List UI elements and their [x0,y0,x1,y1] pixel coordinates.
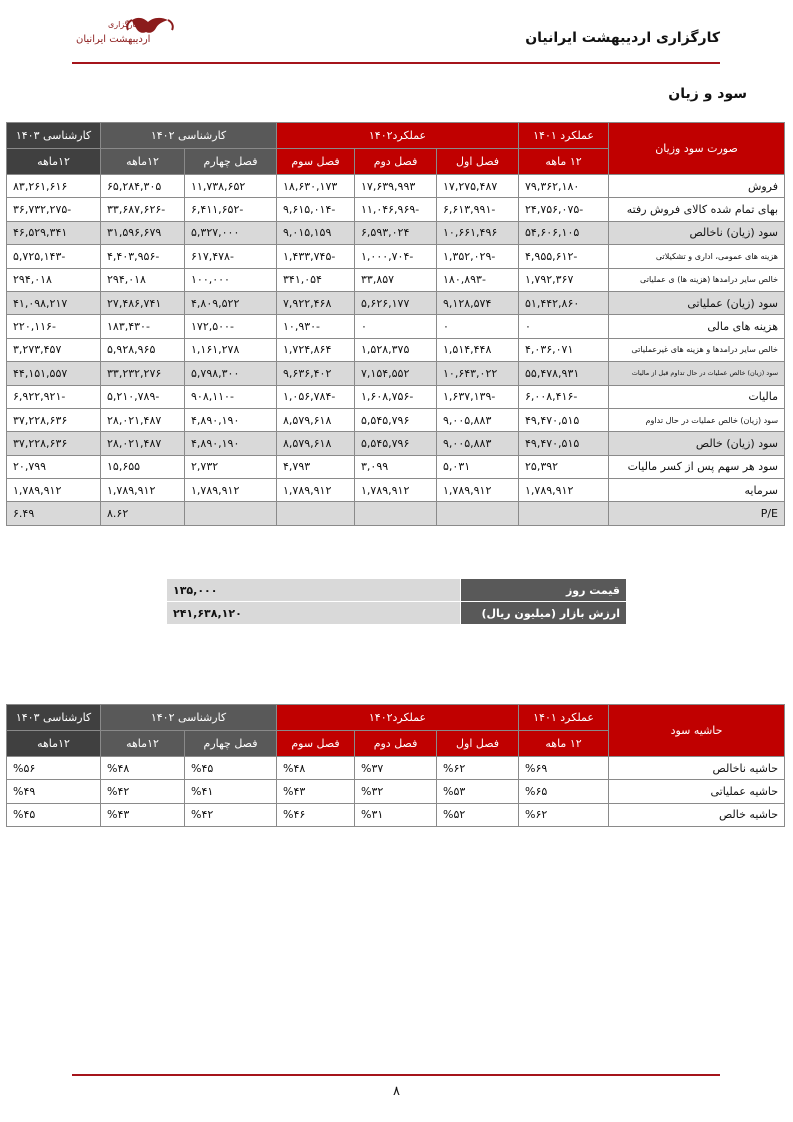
cell-value: ۳۴۱,۰۵۴ [277,268,355,291]
cell-value: ۱,۵۲۸,۳۷۵ [355,338,437,361]
logo-text: اردیبهشت ایرانیان [76,34,151,45]
table-row [7,408,785,431]
table-row [7,780,785,803]
table-row [7,245,785,268]
cell-value: ۱۱,۷۳۸,۶۵۲ [185,175,277,198]
cell-value: ۱۰,۶۶۱,۴۹۶ [437,221,519,244]
page-header [72,14,720,62]
cell-value: ۹,۱۲۸,۵۷۴ [437,291,519,314]
cell-value: ۷,۹۲۲,۴۶۸ [277,291,355,314]
market-cap-value: ۲۴۱,۶۳۸,۱۲۰ [167,602,461,625]
period-header: ۱۲ماهه [101,731,185,757]
group-header: کارشناسی ۱۴۰۳ [7,705,101,731]
cell-value: %۳۷ [355,757,437,780]
row-label: سود (زیان) عملیاتی [609,291,785,314]
income-statement-table [6,122,785,526]
cell-value: %۴۳ [101,803,185,826]
cell-value: ۰ [437,315,519,338]
cell-value: -۶,۹۲۲,۹۲۱ [7,385,101,408]
cell-value: ۶.۴۹ [7,502,101,525]
cell-value: ۴,۸۹۰,۱۹۰ [185,408,277,431]
table-row [7,198,785,221]
cell-value: ۸,۵۷۹,۶۱۸ [277,432,355,455]
cell-value: ۷,۱۵۴,۵۵۲ [355,362,437,385]
row-label: هزینه های عمومی، اداری و تشکیلاتی [609,245,785,268]
cell-value: %۵۶ [7,757,101,780]
row-label: حاشیه خالص [609,803,785,826]
cell-value: ۱,۷۸۹,۹۱۲ [519,479,609,502]
period-header: فصل سوم [277,731,355,757]
cell-value [355,502,437,525]
income-corner-header: صورت سود وزیان [609,123,785,175]
table-row [7,479,785,502]
row-label: بهای تمام شده کالای فروش رفته [609,198,785,221]
cell-value: -۳۶,۷۳۲,۲۷۵ [7,198,101,221]
cell-value: ۳,۲۷۳,۴۵۷ [7,338,101,361]
row-label: حاشیه ناخالص [609,757,785,780]
section-title: سود و زیان [668,86,747,102]
table-row [7,175,785,198]
period-header: ۱۲ماهه [7,731,101,757]
cell-value: -۹,۶۱۵,۰۱۴ [277,198,355,221]
cell-value: ۲۸,۰۲۱,۴۸۷ [101,432,185,455]
cell-value: ۱,۱۶۱,۲۷۸ [185,338,277,361]
cell-value: ۹,۶۳۶,۴۰۲ [277,362,355,385]
cell-value: ۶,۵۹۳,۰۲۴ [355,221,437,244]
cell-value: %۴۸ [101,757,185,780]
cell-value: %۴۸ [277,757,355,780]
cell-value: %۶۵ [519,780,609,803]
cell-value: %۶۹ [519,757,609,780]
period-header: فصل چهارم [185,731,277,757]
period-header: فصل دوم [355,731,437,757]
cell-value: ۵,۵۴۵,۷۹۶ [355,408,437,431]
cell-value: %۴۹ [7,780,101,803]
cell-value: ۹,۰۰۵,۸۸۳ [437,432,519,455]
cell-value: %۴۳ [277,780,355,803]
cell-value: ۲۰,۷۹۹ [7,455,101,478]
cell-value: %۳۱ [355,803,437,826]
cell-value: ۱۷,۲۷۵,۴۸۷ [437,175,519,198]
cell-value: ۲۸,۰۲۱,۴۸۷ [101,408,185,431]
row-label: سرمایه [609,479,785,502]
row-label: حاشیه عملیاتی [609,780,785,803]
cell-value: ۳۳,۲۳۲,۲۷۶ [101,362,185,385]
cell-value: ۲۹۴,۰۱۸ [7,268,101,291]
cell-value: ۱,۷۸۹,۹۱۲ [355,479,437,502]
cell-value: ۴۹,۴۷۰,۵۱۵ [519,432,609,455]
cell-value: -۱۸۳,۴۳۰ [101,315,185,338]
row-label: سود (زیان) خالص [609,432,785,455]
row-label: فروش [609,175,785,198]
cell-value: ۲,۷۳۲ [185,455,277,478]
price-box [166,578,627,625]
cell-value: ۴,۸۹۰,۱۹۰ [185,432,277,455]
cell-value: ۵۵,۴۷۸,۹۳۱ [519,362,609,385]
group-header: کارشناسی ۱۴۰۲ [101,123,277,149]
cell-value: ۱,۷۸۹,۹۱۲ [437,479,519,502]
group-header: عملکرد۱۴۰۲ [277,705,519,731]
profit-margin-table [6,704,785,827]
table-row [7,803,785,826]
cell-value: -۱,۴۳۳,۷۴۵ [277,245,355,268]
row-label: سود (زیان) ناخالص [609,221,785,244]
table-row [7,502,785,525]
cell-value: ۶۵,۲۸۴,۳۰۵ [101,175,185,198]
cell-value: ۳۷,۲۲۸,۶۳۶ [7,432,101,455]
cell-value: %۳۲ [355,780,437,803]
cell-value: -۹۰۸,۱۱۰ [185,385,277,408]
period-header: ۱۲ماهه [7,149,101,175]
row-label: خالص سایر درامدها و هزینه های غیرعملیاتی [609,338,785,361]
table-row [7,455,785,478]
cell-value: ۴,۸۰۹,۵۲۲ [185,291,277,314]
brand-title: کارگزاری اردیبهشت ایرانیان [525,30,720,46]
cell-value: ۴۶,۵۲۹,۳۴۱ [7,221,101,244]
cell-value [277,502,355,525]
cell-value: ۳۷,۲۲۸,۶۳۶ [7,408,101,431]
table-row [7,432,785,455]
cell-value: ۹,۰۰۵,۸۸۳ [437,408,519,431]
cell-value: ۹,۰۱۵,۱۵۹ [277,221,355,244]
cell-value: -۲۲۰,۱۱۶ [7,315,101,338]
cell-value: -۱,۶۰۸,۷۵۶ [355,385,437,408]
cell-value: -۶,۴۱۱,۶۵۲ [185,198,277,221]
cell-value: -۱,۰۵۶,۷۸۴ [277,385,355,408]
period-header: ۱۲ماهه [101,149,185,175]
cell-value: ۷۹,۳۶۲,۱۸۰ [519,175,609,198]
cell-value: -۱۸۰,۸۹۳ [437,268,519,291]
cell-value: ۸,۵۷۹,۶۱۸ [277,408,355,431]
cell-value: -۱۷۲,۵۰۰ [185,315,277,338]
cell-value [185,502,277,525]
cell-value: ۱,۷۸۹,۹۱۲ [101,479,185,502]
table-row [7,757,785,780]
table-row [7,268,785,291]
row-label: خالص سایر درامدها (هزینه ها) ی عملیاتی [609,268,785,291]
cell-value: %۵۳ [437,780,519,803]
cell-value: ۱۵,۶۵۵ [101,455,185,478]
cell-value: ۲۵,۳۹۲ [519,455,609,478]
cell-value: ۵,۹۲۸,۹۶۵ [101,338,185,361]
cell-value: ۸.۶۲ [101,502,185,525]
header-divider [72,62,720,64]
cell-value: -۵,۲۱۰,۷۸۹ [101,385,185,408]
cell-value: ۵,۶۲۶,۱۷۷ [355,291,437,314]
group-header: عملکرد ۱۴۰۱ [519,123,609,149]
cell-value: -۲۴,۷۵۶,۰۷۵ [519,198,609,221]
cell-value: -۴,۴۰۳,۹۵۶ [101,245,185,268]
market-cap-label: ارزش بازار (میلیون ریال) [461,602,627,625]
cell-value: ۱۸,۶۳۰,۱۷۳ [277,175,355,198]
cell-value: ۵۴,۶۰۶,۱۰۵ [519,221,609,244]
cell-value: %۴۵ [185,757,277,780]
row-label: سود هر سهم پس از کسر مالیات [609,455,785,478]
cell-value: %۵۲ [437,803,519,826]
cell-value: ۱۰۰,۰۰۰ [185,268,277,291]
brokerage-logo [72,14,182,58]
table-row [7,315,785,338]
cell-value: -۴,۹۵۵,۶۱۲ [519,245,609,268]
cell-value: ۰ [519,315,609,338]
period-header: فصل اول [437,149,519,175]
footer-divider [72,1074,720,1076]
cell-value: -۱۱,۰۴۶,۹۶۹ [355,198,437,221]
cell-value: ۸۳,۲۶۱,۶۱۶ [7,175,101,198]
price-label: قیمت روز [461,579,627,602]
cell-value: ۱,۷۹۲,۳۶۷ [519,268,609,291]
group-header: عملکرد ۱۴۰۱ [519,705,609,731]
cell-value: ۱,۷۸۹,۹۱۲ [7,479,101,502]
table-row [7,338,785,361]
cell-value: ۲۹۴,۰۱۸ [101,268,185,291]
cell-value: -۶,۰۰۸,۴۱۶ [519,385,609,408]
cell-value: ۵,۵۴۵,۷۹۶ [355,432,437,455]
income-rows [7,175,785,526]
cell-value: ۵,۳۲۷,۰۰۰ [185,221,277,244]
row-label: سود (زیان) خالص عملیات در حال تداوم [609,408,785,431]
cell-value: ۱,۵۱۴,۴۴۸ [437,338,519,361]
cell-value [519,502,609,525]
cell-value: %۴۲ [185,803,277,826]
cell-value: %۴۵ [7,803,101,826]
table-row [7,385,785,408]
cell-value: ۴۹,۴۷۰,۵۱۵ [519,408,609,431]
row-label: هزینه های مالی [609,315,785,338]
period-header: فصل سوم [277,149,355,175]
period-header: ۱۲ ماهه [519,149,609,175]
cell-value: ۴,۰۳۶,۰۷۱ [519,338,609,361]
cell-value: -۱,۰۰۰,۷۰۴ [355,245,437,268]
cell-value: %۶۲ [437,757,519,780]
row-label: سود (زیان) خالص عملیات در حال تداوم قبل از مالیات [609,362,785,385]
table-row [7,291,785,314]
cell-value: %۴۲ [101,780,185,803]
margin-corner-header: حاشیه سود [609,705,785,757]
cell-value: ۵۱,۴۴۲,۸۶۰ [519,291,609,314]
row-label: مالیات [609,385,785,408]
logo-small-text: کارگزاری [108,20,139,29]
cell-value: -۶۱۷,۴۷۸ [185,245,277,268]
price-value: ۱۳۵,۰۰۰ [167,579,461,602]
table-row [7,362,785,385]
cell-value: -۳۳,۶۸۷,۶۲۶ [101,198,185,221]
cell-value: ۱۷,۶۳۹,۹۹۳ [355,175,437,198]
margin-rows [7,757,785,827]
group-header: کارشناسی ۱۴۰۳ [7,123,101,149]
cell-value: ۱,۷۸۹,۹۱۲ [277,479,355,502]
table-row [7,221,785,244]
cell-value: ۱,۷۸۹,۹۱۲ [185,479,277,502]
cell-value: ۴,۷۹۳ [277,455,355,478]
group-header: کارشناسی ۱۴۰۲ [101,705,277,731]
cell-value: ۲۷,۴۸۶,۷۴۱ [101,291,185,314]
cell-value: ۴۱,۰۹۸,۲۱۷ [7,291,101,314]
cell-value: ۴۴,۱۵۱,۵۵۷ [7,362,101,385]
cell-value: ۳,۰۹۹ [355,455,437,478]
cell-value: ۳۱,۵۹۶,۶۷۹ [101,221,185,244]
period-header: فصل دوم [355,149,437,175]
cell-value: -۶,۶۱۳,۹۹۱ [437,198,519,221]
cell-value: %۴۱ [185,780,277,803]
cell-value: ۱,۷۲۴,۸۶۴ [277,338,355,361]
cell-value: %۴۶ [277,803,355,826]
period-header: فصل اول [437,731,519,757]
cell-value: -۵,۷۲۵,۱۴۳ [7,245,101,268]
period-header: فصل چهارم [185,149,277,175]
period-header: ۱۲ ماهه [519,731,609,757]
cell-value: ۵,۷۹۸,۳۰۰ [185,362,277,385]
page-number: ۸ [393,1084,400,1099]
cell-value: ۵,۰۳۱ [437,455,519,478]
cell-value: -۱۰,۹۳۰ [277,315,355,338]
cell-value [437,502,519,525]
cell-value: -۱,۶۳۷,۱۳۹ [437,385,519,408]
cell-value: %۶۲ [519,803,609,826]
group-header: عملکرد۱۴۰۲ [277,123,519,149]
row-label: P/E [609,502,785,525]
cell-value: ۰ [355,315,437,338]
cell-value: ۱۰,۶۴۳,۰۲۲ [437,362,519,385]
cell-value: ۳۳,۸۵۷ [355,268,437,291]
cell-value: -۱,۳۵۲,۰۲۹ [437,245,519,268]
